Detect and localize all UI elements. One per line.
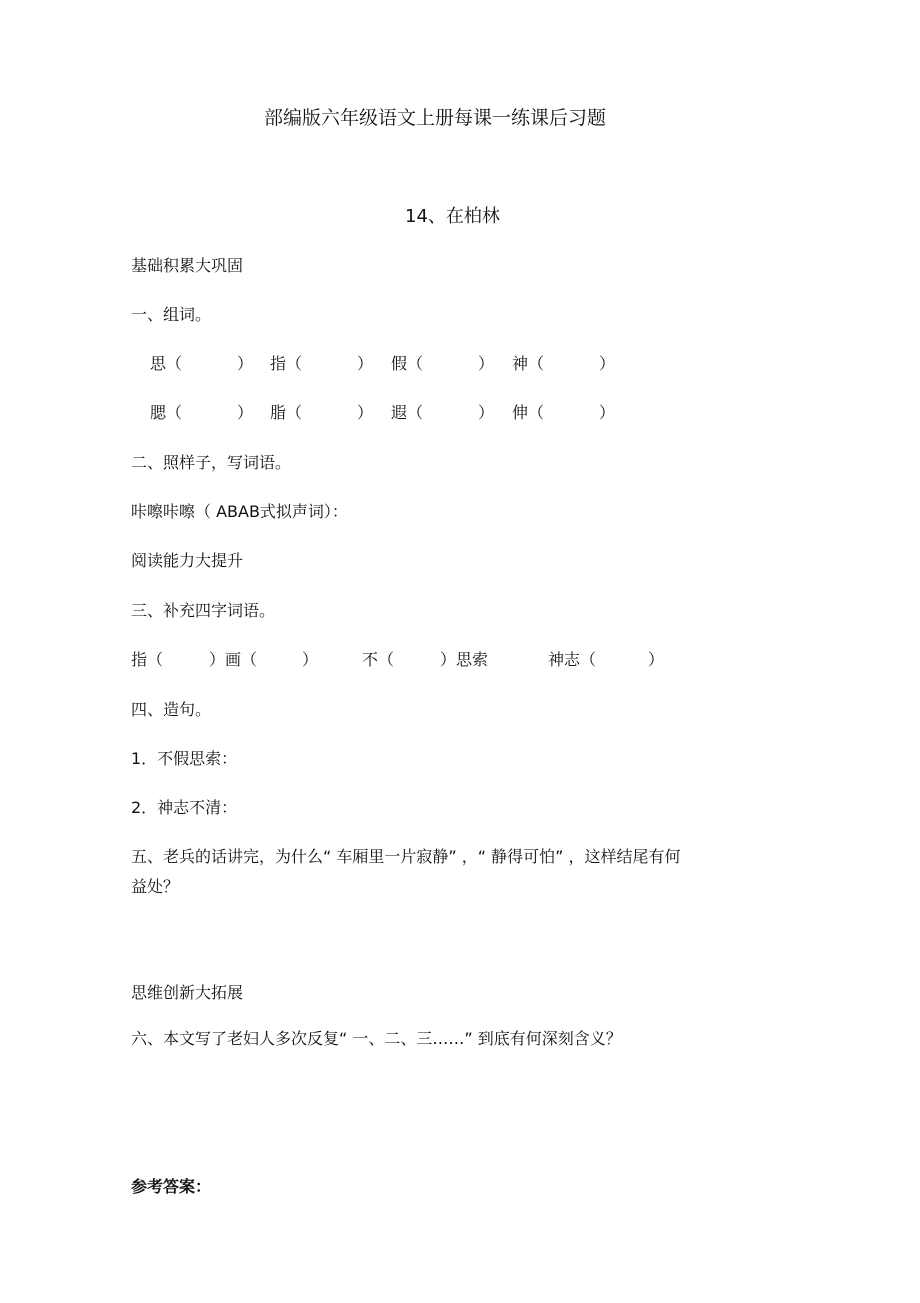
blank-close: ）	[237, 354, 254, 373]
blank-close: ）	[599, 403, 616, 422]
blank-open: 伸（	[512, 403, 545, 422]
question-4-heading: 四、造句。	[131, 700, 212, 719]
idiom-part: ）思索	[440, 650, 489, 669]
question-1-heading: 一、组词。	[131, 305, 212, 324]
question-5-line-2: 益处？	[131, 877, 180, 896]
document-title: 部编版六年级语文上册每课一练课后习题	[264, 107, 607, 129]
blank-close: ）	[599, 354, 616, 373]
blank-close: ）	[478, 403, 495, 422]
question-5-line-1: 五、老兵的话讲完，为什么“ 车厢里一片寂静” ，“ 静得可怕” ，这样结尾有何	[131, 847, 681, 866]
blank-open: 假（	[391, 354, 424, 373]
blank-open: 遐（	[391, 403, 424, 422]
section-thinking-heading: 思维创新大拓展	[131, 983, 244, 1002]
blank-close: ）	[478, 354, 495, 373]
question-4-item-1: 1．不假思索：	[131, 749, 238, 768]
blank-close: ）	[357, 354, 374, 373]
blank-open: 指（	[270, 354, 303, 373]
blank-open: 脂（	[270, 403, 303, 422]
blank-open: 腮（	[150, 403, 183, 422]
idiom-part: ）画（	[209, 650, 258, 669]
idiom-part: 不（	[362, 650, 395, 669]
question-2-example: 咔嚓咔嚓（ ABAB式拟声词）：	[131, 502, 348, 521]
blank-open: 思（	[150, 354, 183, 373]
blank-close: ）	[357, 403, 374, 422]
lesson-title: 14、在柏林	[405, 206, 500, 227]
section-basic-heading: 基础积累大巩固	[131, 256, 244, 275]
question-6: 六、本文写了老妇人多次反复“ 一、二、三……” 到底有何深刻含义？	[131, 1029, 622, 1048]
idiom-part: 指（	[131, 650, 164, 669]
idiom-part: ）	[302, 650, 319, 669]
question-2-heading: 二、照样子，写词语。	[131, 453, 292, 472]
blank-close: ）	[237, 403, 254, 422]
idiom-part: ）	[648, 650, 665, 669]
blank-open: 神（	[512, 354, 545, 373]
idiom-part: 神志（	[548, 650, 597, 669]
question-4-item-2: 2．神志不清：	[131, 798, 238, 817]
question-3-heading: 三、补充四字词语。	[131, 601, 276, 620]
section-reading-heading: 阅读能力大提升	[131, 551, 244, 570]
answers-heading: 参考答案：	[131, 1177, 212, 1196]
